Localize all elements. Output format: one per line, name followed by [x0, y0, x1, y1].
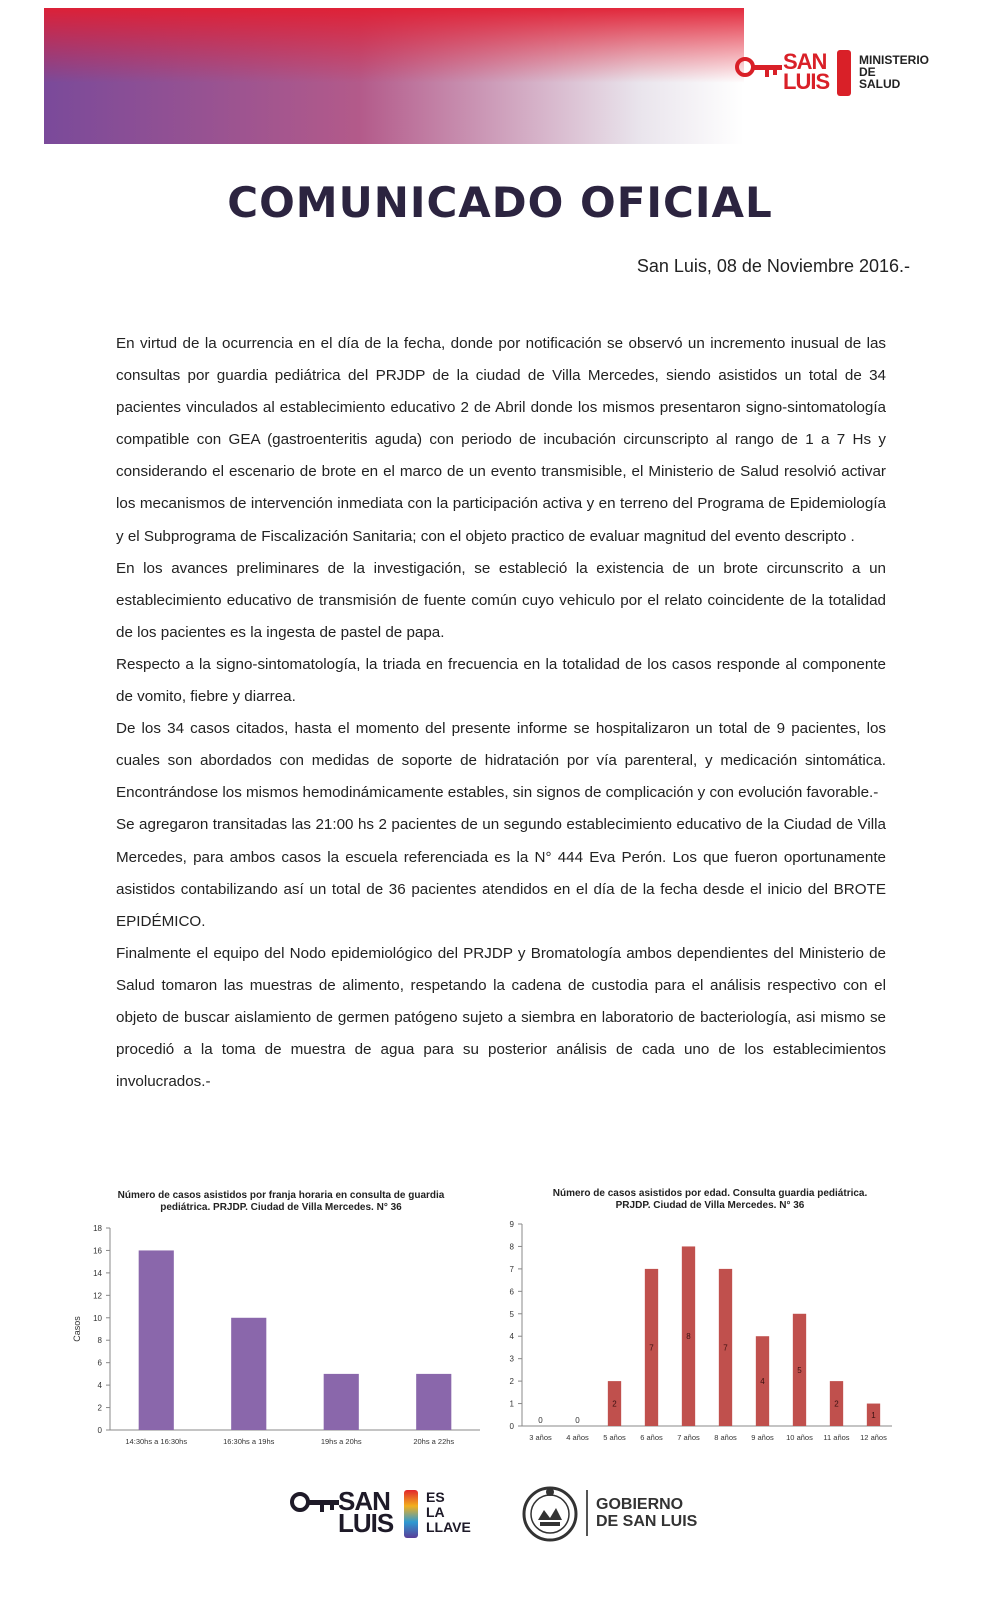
chart-plot [500, 1180, 910, 1480]
ministry-logo [735, 48, 965, 104]
y-tick-label: 8 [509, 1242, 514, 1252]
y-axis-label: Casos [72, 1316, 82, 1342]
footer-logo-line-2: LUIS [338, 1508, 394, 1538]
y-tick-label: 6 [509, 1287, 514, 1297]
gob-line-1: GOBIERNO [596, 1496, 684, 1513]
ministry-name [859, 54, 959, 90]
x-tick-label: 19hs a 20hs [320, 1437, 362, 1446]
x-tick-label: 4 años [566, 1433, 589, 1442]
bar-data-label: 2 [834, 1399, 839, 1409]
x-tick-label: 10 años [786, 1433, 813, 1442]
y-tick-label: 6 [97, 1358, 102, 1368]
logo-bar [837, 50, 851, 96]
slogan-line-1: ES [426, 1489, 445, 1505]
y-tick-label: 2 [97, 1403, 102, 1413]
y-tick-label: 14 [93, 1268, 102, 1278]
body-text [116, 328, 886, 1098]
x-tick-label: 9 años [751, 1433, 774, 1442]
y-tick-label: 0 [97, 1426, 102, 1435]
x-tick-label: 6 años [640, 1433, 663, 1442]
x-tick-label: 11 años [823, 1433, 850, 1442]
slogan-line-2: LA [426, 1504, 445, 1520]
logo-line-2: LUIS [783, 69, 830, 94]
y-tick-label: 9 [509, 1220, 514, 1229]
footer-logo-line-1: SAN [338, 1486, 390, 1516]
bar-data-label: 7 [723, 1343, 728, 1353]
logo-line-1: SAN [783, 49, 827, 74]
paragraph: En virtud de la ocurrencia en el día de la fecha, donde por notificación se observó un incremento inusual de las consultas por guardia pediátrica del PRJDP de la ciudad de Villa Mercedes, siendo asistidos un total de 34 pacientes vinculados al establecimiento educativo 2 de Abril donde los mismos presentaron signo-sintomatología compatible con GEA (gastroenteritis aguda) con periodo de incubación circunscripto al rango de 1 a 7 Hs y considerando el escenario de brote en el marco de un evento transmisible, el Ministerio de Salud resolvió activar los mecanismos de intervención inmediata con la participación activa y en terreno del Programa de Epidemiología y el Subprograma de Fiscalización Sanitaria; con el objeto practico de evaluar magnitud del evento descripto . [116, 335, 886, 545]
y-tick-label: 16 [93, 1246, 102, 1256]
chart-title: Número de casos asistidos por edad. Consulta guardia pediátrica. PRJDP. Ciudad de Villa Mercedes. N° 36 [552, 1188, 868, 1211]
paragraph: En los avances preliminares de la investigación, se estableció la existencia de un brote circunscrito a un establecimiento educativo de transmisión de fuente común cuyo vehiculo por el relato coincidente de la totalidad de los pacientes es la ingesta de pastel de papa. [116, 559, 886, 641]
bar-data-label: 0 [575, 1416, 580, 1425]
ministry-line-1: MINISTERIO [859, 53, 930, 67]
bar-data-label: 8 [686, 1332, 691, 1342]
gob-line-2: DE SAN LUIS [596, 1513, 698, 1530]
y-tick-label: 2 [509, 1377, 514, 1387]
y-tick-label: 0 [509, 1422, 514, 1431]
y-tick-label: 10 [93, 1313, 102, 1323]
footer-san-luis-logo [290, 1480, 490, 1550]
y-tick-label: 3 [509, 1354, 514, 1364]
key-icon [290, 1488, 340, 1520]
y-tick-label: 18 [93, 1224, 102, 1233]
header-gradient-band [44, 8, 744, 144]
bar [416, 1374, 451, 1430]
footer-separator [586, 1490, 588, 1536]
key-icon [735, 54, 783, 84]
logo-san-luis-text [783, 49, 830, 94]
bar [231, 1318, 266, 1430]
chart-cases-by-age [500, 1180, 910, 1480]
bar-data-label: 4 [760, 1377, 765, 1387]
y-tick-label: 4 [509, 1332, 514, 1342]
footer-government-logo [520, 1482, 730, 1548]
footer-logo-bar [404, 1490, 418, 1538]
footer-logo-text [338, 1486, 394, 1538]
document-date: San Luis, 08 de Noviembre 2016.- [636, 256, 910, 276]
x-tick-label: 7 años [677, 1433, 700, 1442]
x-tick-label: 3 años [529, 1433, 552, 1442]
y-tick-label: 1 [509, 1399, 514, 1409]
y-tick-label: 7 [509, 1264, 514, 1274]
paragraph: De los 34 casos citados, hasta el momento del presente informe se hospitalizaron un total de 9 pacientes, los cuales son abordados con medidas de soporte de hidratación por vía parenteral, y medicación sintomática. Encontrándose los mismos hemodinámicamente estables, sin signos de complicación y con evolución favorable.- [116, 720, 886, 802]
bar [139, 1250, 174, 1430]
bar [324, 1374, 359, 1430]
bar-data-label: 0 [538, 1416, 543, 1425]
government-name [596, 1496, 726, 1530]
x-tick-label: 16:30hs a 19hs [223, 1437, 275, 1446]
bar-data-label: 5 [797, 1365, 802, 1375]
chart-plot [66, 1180, 496, 1480]
ministry-line-2: DE [859, 65, 876, 79]
bar-data-label: 7 [649, 1343, 654, 1353]
x-tick-label: 14:30hs a 16:30hs [125, 1437, 188, 1446]
page-title: COMUNICADO OFICIAL [227, 178, 773, 227]
chart-cases-by-time [66, 1180, 496, 1480]
ministry-line-3: SALUD [859, 77, 901, 91]
paragraph: Respecto a la signo-sintomatología, la triada en frecuencia en la totalidad de los casos responde al componente de vomito, fiebre y diarrea. [116, 655, 886, 706]
bar-data-label: 1 [871, 1410, 876, 1420]
x-tick-label: 5 años [603, 1433, 626, 1442]
x-tick-label: 8 años [714, 1433, 737, 1442]
x-tick-label: 12 años [860, 1433, 887, 1442]
chart-title: Número de casos asistidos por franja horaria en consulta de guardia pediátrica. PRJDP. Ciudad de Villa Mercedes. N° 36 [117, 1190, 445, 1213]
y-tick-label: 12 [93, 1291, 102, 1301]
y-tick-label: 4 [97, 1381, 102, 1391]
y-tick-label: 8 [97, 1336, 102, 1346]
paragraph: Finalmente el equipo del Nodo epidemiológico del PRJDP y Bromatología ambos dependientes del Ministerio de Salud tomaron las muestras de alimento, respetando la cadena de custodia para el análisis respectivo con el objeto de buscar aislamiento de germen patógeno sujeto a siembra en laboratorio de bacteriología, asi mismo se procedió a la toma de muestra de agua para su posterior análisis de cada uno de los establecimientos involucrados.- [116, 944, 886, 1091]
x-tick-label: 20hs a 22hs [413, 1437, 455, 1446]
y-tick-label: 5 [509, 1309, 514, 1319]
slogan-line-3: LLAVE [426, 1519, 471, 1535]
coat-of-arms-icon [520, 1482, 580, 1544]
paragraph: Se agregaron transitadas las 21:00 hs 2 pacientes de un segundo establecimiento educativo de la Ciudad de Villa Mercedes, para ambos casos la escuela referenciada es la N° 444 Eva Perón. Los que fueron oportunamente asistidos contabilizando así un total de 36 pacientes atendidos en el día de la fecha desde el inicio del BROTE EPIDÉMICO. [116, 816, 886, 930]
bar-data-label: 2 [612, 1399, 617, 1409]
footer-slogan [426, 1490, 496, 1535]
